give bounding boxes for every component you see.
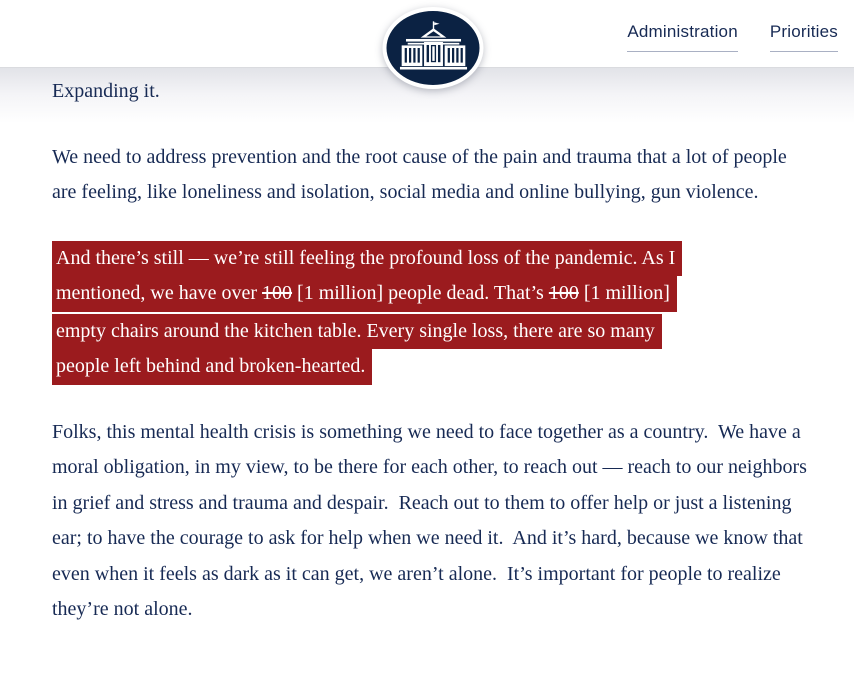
paragraph-expanding: Expanding it.: [52, 80, 160, 102]
highlighted-line: [52, 314, 662, 350]
whitehouse-logo[interactable]: [383, 7, 484, 89]
strikethrough-text: 100: [262, 282, 293, 304]
highlighted-line: [52, 241, 682, 277]
highlighted-text: mentioned, we have over: [56, 282, 263, 304]
primary-nav: [627, 22, 838, 52]
highlighted-text: And there’s still — we’re still feeling the profound loss of the pandemic. As I: [56, 246, 676, 269]
paragraph-prevention: We need to address prevention and the root cause of the pain and trauma that a lot of people are feeling, like loneliness and isolation, social media and online bullying, gun violence.: [52, 145, 792, 203]
transcript-content: [0, 68, 854, 700]
whitehouse-building-icon: [390, 16, 476, 80]
nav-administration[interactable]: Administration: [627, 22, 738, 52]
highlighted-text: [1 million]: [578, 282, 670, 304]
highlighted-text: people left behind and broken-hearted.: [56, 355, 366, 377]
highlighted-line: [52, 276, 677, 312]
highlighted-line: [52, 349, 372, 385]
nav-priorities[interactable]: Priorities: [770, 22, 838, 52]
highlighted-text: empty chairs around the kitchen table. Every single loss, there are so many: [56, 319, 655, 342]
paragraph-folks: Folks, this mental health crisis is something we need to face together as a country. We have a moral obligation, in my view, to be there for each other, to reach out — reach to our neighbors in grief and stress and trauma and despair. Reach out to them to offer help or just a listening ear; to have the courage to ask for help when we need it. And it’s hard, because we know that even when it feels as dark as it can get, we aren’t alone. It’s important for people to realize they’re not alone.: [52, 420, 812, 620]
site-header: [0, 0, 854, 68]
highlighted-text: [1 million] people dead. That’s: [292, 282, 549, 304]
strikethrough-text: 100: [548, 282, 579, 304]
highlighted-paragraph: [52, 241, 815, 385]
